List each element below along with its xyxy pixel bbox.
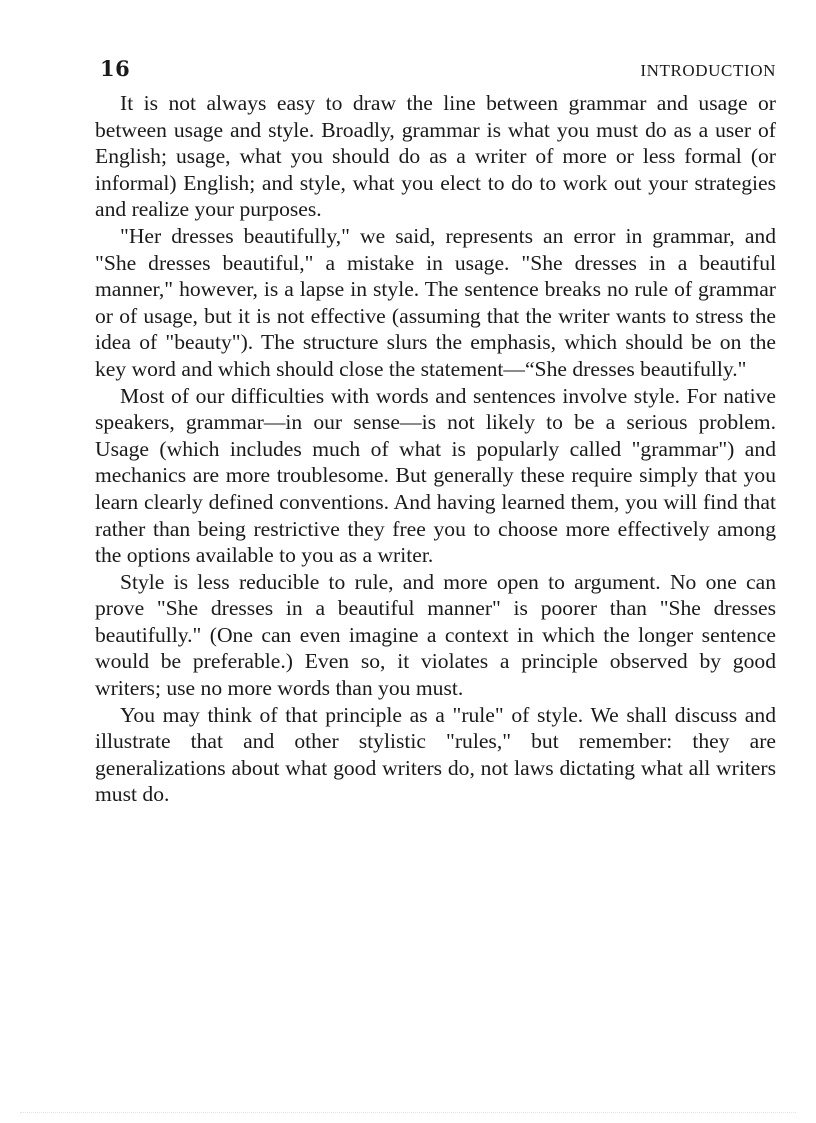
running-head — [100, 56, 776, 90]
page-bottom-edge — [20, 1112, 796, 1113]
page-number: 16 — [100, 56, 131, 81]
paragraph-3: Most of our difficulties with words and sentences involve style. For native speakers, grammar—in our sense—is not likely to be a serious problem. Usage (which includes much of what is popularly called "grammar") and mechanics are more troublesome. But generally these require simply that you learn clearly defined conventions. And having learned them, you will find that rather than being restrictive they free you to choose more effectively among the options available to you as a writer. — [95, 383, 776, 568]
body-text — [95, 90, 776, 808]
book-page — [95, 56, 776, 808]
paragraph-2: "Her dresses beautifully," we said, represents an error in grammar, and "She dresses beautiful," a mistake in usage. "She dresses in a beautiful manner," however, is a lapse in style. The sentence breaks no rule of grammar or of usage, but it is not effective (assuming that the writer wants to stress the idea of "beauty"). The structure slurs the emphasis, which should be on the key word and which should close the statement—“She dresses beautifully." — [95, 223, 776, 381]
paragraph-4: Style is less reducible to rule, and more open to argument. No one can prove "She dresses in a beautiful manner" is poorer than "She dresses beautifully." (One can even imagine a context in which the longer sentence would be preferable.) Even so, it violates a principle observed by good writers; use no more words than you must. — [95, 569, 776, 701]
paragraph-1: It is not always easy to draw the line between grammar and usage or between usage and style. Broadly, grammar is what you must do as a user of English; usage, what you should do as a writer of more or less formal (or informal) English; and style, what you elect to do to work out your strategies and realize your purposes. — [95, 91, 776, 222]
section-title: INTRODUCTION — [640, 61, 776, 80]
paragraph-5: You may think of that principle as a "rule" of style. We shall discuss and illustrate that and other stylistic "rules," but remember: they are generalizations about what good writers do, not laws dictating what all writers must do. — [95, 702, 776, 807]
